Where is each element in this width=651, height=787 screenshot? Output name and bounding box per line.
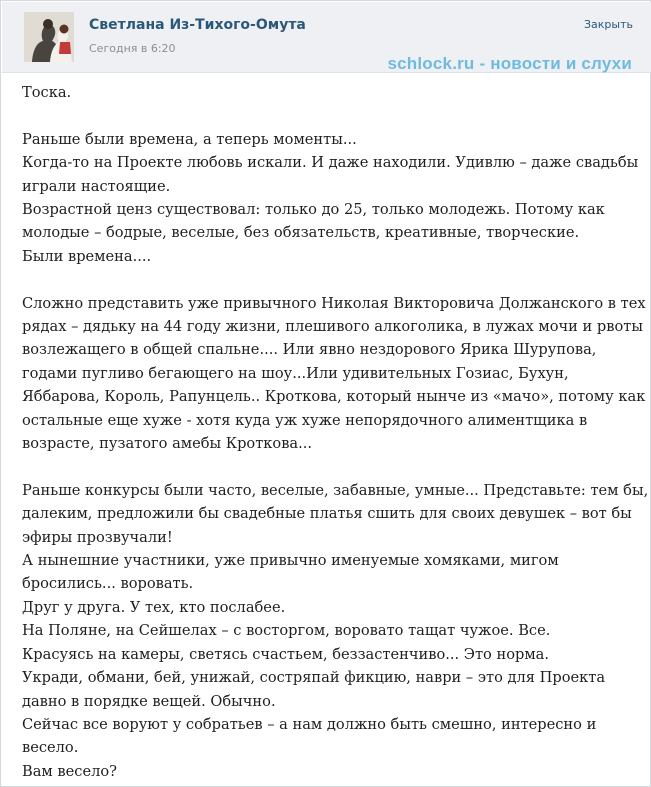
post-line: Сейчас все воруют у собратьев – а нам должно быть смешно, интересно и: [22, 715, 597, 733]
avatar-photo: [24, 12, 74, 62]
close-button[interactable]: Закрыть: [584, 18, 633, 31]
post-line: Вам весело?: [22, 762, 117, 780]
post-paragraph: [22, 292, 646, 456]
post-body: [22, 81, 649, 783]
post-line: возрасте, пузатого амебы Кроткова...: [22, 435, 313, 453]
post-paragraph: [22, 479, 649, 783]
post-line: Возрастной ценз существовал: только до 25, только молодежь. Потому как: [22, 201, 605, 219]
post-line: На Поляне, на Сейшелах – с восторгом, воровато тащат чужое. Все.: [22, 622, 551, 640]
post-line: остальные еще хуже - хотя куда уж хуже непорядочного алиментщика в: [22, 411, 588, 429]
post-line: Яббарова, Король, Рапунцель.. Кроткова, который нынче из «мачо», потому как: [22, 388, 646, 406]
post-header: [2, 2, 651, 73]
post-line: Были времена....: [22, 247, 152, 265]
post-line: Друг у друга. У тех, кто послабее.: [22, 598, 286, 616]
post-line: давно в порядке вещей. Обычно.: [22, 692, 276, 710]
post-line: Когда-то на Проекте любовь искали. И даже находили. Удивлю – даже свадьбы: [22, 154, 639, 172]
post-line: играли настоящие.: [22, 177, 171, 195]
post-line: Укради, обмани, бей, унижай, состряпай фикцию, наври – это для Проекта: [22, 669, 606, 687]
author-name[interactable]: Светлана Из-Тихого-Омута: [89, 17, 306, 33]
post-line: эфиры прозвучали!: [22, 528, 173, 546]
post-line: молодые – бодрые, веселые, без обязательств, креативные, творческие.: [22, 224, 580, 242]
post-line: Сложно представить уже привычного Николая Викторовича Должанского в тех: [22, 294, 646, 312]
post-paragraph: [22, 81, 632, 104]
post-line: Красуясь на камеры, светясь счастьем, беззастенчиво... Это норма.: [22, 645, 550, 663]
post-paragraph: [22, 128, 639, 268]
post-timestamp: Сегодня в 6:20: [89, 42, 176, 55]
post-line: весело.: [22, 739, 79, 757]
site-watermark: schlock.ru - новости и слухи: [387, 54, 632, 73]
post-line: Тоска.: [22, 84, 72, 101]
post-line: годами пугливо бегающего на шоу...Или удивительных Гозиас, Бухун,: [22, 364, 569, 382]
post-line: возлежащего в общей спальне.... Или явно нездорового Ярика Шурупова,: [22, 341, 597, 359]
post-line: рядах – дядьку на 44 году жизни, плешивого алкоголика, в лужах мочи и рвоты: [22, 318, 643, 336]
post-line: бросились... воровать.: [22, 575, 194, 593]
post-line: А нынешние участники, уже привычно именуемые хомяками, мигом: [22, 552, 559, 570]
post-line: далеким, предложили бы свадебные платья сшить для своих девушек – вот бы: [22, 505, 632, 523]
post-line: Раньше конкурсы были часто, веселые, забавные, умные... Представьте: тем бы,: [22, 481, 649, 499]
avatar[interactable]: [24, 12, 74, 62]
post-line: Раньше были времена, а теперь моменты...: [22, 130, 357, 148]
